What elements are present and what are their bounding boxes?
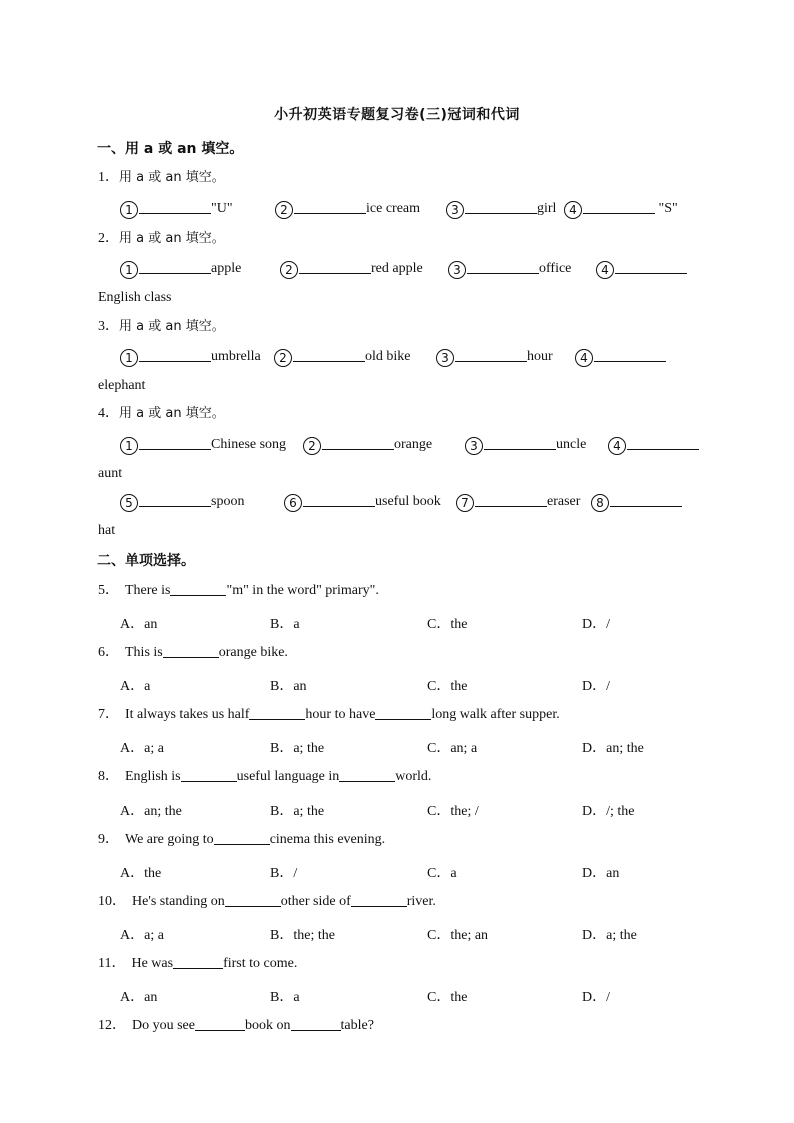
- option-c[interactable]: C．an; a: [427, 741, 478, 756]
- item-text: eraser: [547, 494, 581, 509]
- question-11: [98, 954, 297, 974]
- circled-number: 4: [608, 437, 626, 455]
- circled-number: 2: [274, 349, 292, 367]
- question-12: [98, 1016, 374, 1036]
- wrapped-text: elephant: [98, 378, 146, 393]
- question-prompt: 用 a 或 an 填空。: [119, 319, 225, 334]
- item-text: office: [539, 261, 572, 276]
- answer-blank[interactable]: [139, 347, 211, 362]
- question-6: [98, 643, 288, 663]
- answer-blank[interactable]: [594, 347, 666, 362]
- option-a[interactable]: A．an; the: [120, 804, 182, 819]
- option-c[interactable]: C．a: [427, 866, 457, 881]
- question-5: [98, 581, 379, 601]
- circled-number: 1: [120, 437, 138, 455]
- question-number: 1．: [98, 170, 119, 185]
- question-text: book on: [245, 1018, 291, 1033]
- option-a[interactable]: A．an: [120, 990, 158, 1005]
- circled-number: 1: [120, 201, 138, 219]
- option-b[interactable]: B．a: [270, 617, 300, 632]
- answer-blank[interactable]: [455, 347, 527, 362]
- option-c[interactable]: C．the; /: [427, 804, 479, 819]
- answer-blank[interactable]: [475, 492, 547, 507]
- question-number: 3．: [98, 319, 119, 334]
- option-a[interactable]: A．an: [120, 617, 158, 632]
- option-b[interactable]: B．an: [270, 679, 307, 694]
- item-text: umbrella: [211, 349, 261, 364]
- option-a[interactable]: A．a; a: [120, 741, 164, 756]
- answer-blank[interactable]: [615, 259, 687, 274]
- answer-blank[interactable]: [322, 435, 394, 450]
- question-number: 2．: [98, 231, 119, 246]
- circled-number: 4: [564, 201, 582, 219]
- wrapped-text: hat: [98, 523, 116, 538]
- question-text: first to come.: [223, 956, 298, 971]
- question-number: 7．: [98, 707, 119, 722]
- circled-number: 8: [591, 494, 609, 512]
- circled-number: 2: [280, 261, 298, 279]
- question-number: 8．: [98, 769, 119, 784]
- answer-blank[interactable]: [181, 767, 237, 782]
- question-7: [98, 705, 560, 725]
- section-2-heading: 二、单项选择。: [97, 553, 195, 569]
- answer-blank[interactable]: [484, 435, 556, 450]
- circled-number: 7: [456, 494, 474, 512]
- circled-number: 2: [275, 201, 293, 219]
- circled-number: 3: [465, 437, 483, 455]
- item-text: old bike: [365, 349, 411, 364]
- question-text: Do you see: [132, 1018, 195, 1033]
- option-b[interactable]: B．a; the: [270, 741, 325, 756]
- question-text: table?: [340, 1018, 374, 1033]
- question-text: other side of: [280, 894, 351, 909]
- circled-number: 5: [120, 494, 138, 512]
- answer-blank[interactable]: [139, 492, 211, 507]
- item-text: "U": [211, 201, 233, 216]
- option-d[interactable]: D．/: [582, 679, 610, 694]
- question-10: [98, 892, 436, 912]
- answer-blank[interactable]: [351, 892, 407, 907]
- answer-blank[interactable]: [375, 705, 431, 720]
- answer-blank[interactable]: [303, 492, 375, 507]
- circled-number: 3: [448, 261, 466, 279]
- answer-blank[interactable]: [214, 830, 270, 845]
- option-d[interactable]: D．/; the: [582, 804, 635, 819]
- item-text: Chinese song: [211, 437, 287, 452]
- answer-blank[interactable]: [139, 259, 211, 274]
- answer-blank[interactable]: [139, 435, 211, 450]
- question-prompt: 用 a 或 an 填空。: [119, 406, 225, 421]
- question-text: This is: [125, 645, 163, 660]
- option-a[interactable]: A．a: [120, 679, 151, 694]
- answer-blank[interactable]: [249, 705, 305, 720]
- item-text: apple: [211, 261, 242, 276]
- answer-blank[interactable]: [467, 259, 539, 274]
- answer-blank[interactable]: [465, 199, 537, 214]
- question-text: world.: [395, 769, 432, 784]
- page-title: 小升初英语专题复习卷(三)冠词和代词: [274, 107, 520, 123]
- question-text: English is: [125, 769, 181, 784]
- option-d[interactable]: D．an: [582, 866, 620, 881]
- option-d[interactable]: D．an; the: [582, 741, 644, 756]
- item-text: girl: [537, 201, 557, 216]
- option-c[interactable]: C．the: [427, 990, 468, 1005]
- question-text: useful language in: [236, 769, 340, 784]
- answer-blank[interactable]: [294, 199, 366, 214]
- answer-blank[interactable]: [173, 954, 223, 969]
- option-c[interactable]: C．the; an: [427, 928, 489, 943]
- item-text: "S": [655, 201, 678, 216]
- item-text: orange: [394, 437, 433, 452]
- question-number: 11．: [98, 956, 126, 971]
- circled-number: 1: [120, 349, 138, 367]
- circled-number: 1: [120, 261, 138, 279]
- circled-number: 3: [446, 201, 464, 219]
- option-b[interactable]: B．a; the: [270, 804, 325, 819]
- answer-blank[interactable]: [139, 199, 211, 214]
- option-c[interactable]: C．the: [427, 617, 468, 632]
- answer-blank[interactable]: [163, 643, 219, 658]
- option-d[interactable]: D．/: [582, 990, 610, 1005]
- question-8: [98, 767, 431, 787]
- option-c[interactable]: C．the: [427, 679, 468, 694]
- answer-blank[interactable]: [583, 199, 655, 214]
- question-text: It always takes us half: [125, 707, 250, 722]
- wrapped-text: English class: [98, 290, 172, 305]
- answer-blank[interactable]: [293, 347, 365, 362]
- answer-blank[interactable]: [225, 892, 281, 907]
- option-d[interactable]: D．/: [582, 617, 610, 632]
- question-4: [98, 404, 225, 424]
- option-d[interactable]: D．a; the: [582, 928, 637, 943]
- question-text: "m" in the word" primary".: [226, 583, 379, 598]
- answer-blank[interactable]: [627, 435, 699, 450]
- question-text: long walk after supper.: [431, 707, 560, 722]
- answer-blank[interactable]: [170, 581, 226, 596]
- question-prompt: 用 a 或 an 填空。: [119, 170, 225, 185]
- question-number: 10．: [98, 894, 126, 909]
- circled-number: 4: [575, 349, 593, 367]
- answer-blank[interactable]: [610, 492, 682, 507]
- question-text: He was: [131, 956, 174, 971]
- item-text: spoon: [211, 494, 245, 509]
- question-text: He's standing on: [132, 894, 225, 909]
- question-2: [98, 229, 225, 249]
- question-prompt: 用 a 或 an 填空。: [119, 231, 225, 246]
- item-text: red apple: [371, 261, 423, 276]
- item-text: useful book: [375, 494, 441, 509]
- question-text: orange bike.: [218, 645, 288, 660]
- question-number: 12．: [98, 1018, 126, 1033]
- question-number: 6．: [98, 645, 119, 660]
- circled-number: 3: [436, 349, 454, 367]
- answer-blank[interactable]: [195, 1016, 245, 1031]
- section-1-heading: 一、用 a 或 an 填空。: [97, 141, 244, 157]
- option-a[interactable]: A．the: [120, 866, 162, 881]
- option-b[interactable]: B．/: [270, 866, 298, 881]
- circled-number: 6: [284, 494, 302, 512]
- question-text: We are going to: [125, 832, 214, 847]
- question-number: 9．: [98, 832, 119, 847]
- option-b[interactable]: B．a: [270, 990, 300, 1005]
- wrapped-text: aunt: [98, 466, 123, 481]
- question-text: hour to have: [305, 707, 376, 722]
- answer-blank[interactable]: [299, 259, 371, 274]
- question-9: [98, 830, 385, 850]
- question-3: [98, 317, 225, 337]
- option-b[interactable]: B．the; the: [270, 928, 335, 943]
- answer-blank[interactable]: [291, 1016, 341, 1031]
- question-text: cinema this evening.: [269, 832, 386, 847]
- question-1: [98, 168, 225, 188]
- question-number: 4．: [98, 406, 119, 421]
- item-text: hour: [527, 349, 553, 364]
- question-text: There is: [125, 583, 171, 598]
- question-text: river.: [406, 894, 436, 909]
- answer-blank[interactable]: [339, 767, 395, 782]
- option-a[interactable]: A．a; a: [120, 928, 164, 943]
- question-number: 5．: [98, 583, 119, 598]
- circled-number: 2: [303, 437, 321, 455]
- item-text: ice cream: [366, 201, 421, 216]
- item-text: uncle: [556, 437, 587, 452]
- circled-number: 4: [596, 261, 614, 279]
